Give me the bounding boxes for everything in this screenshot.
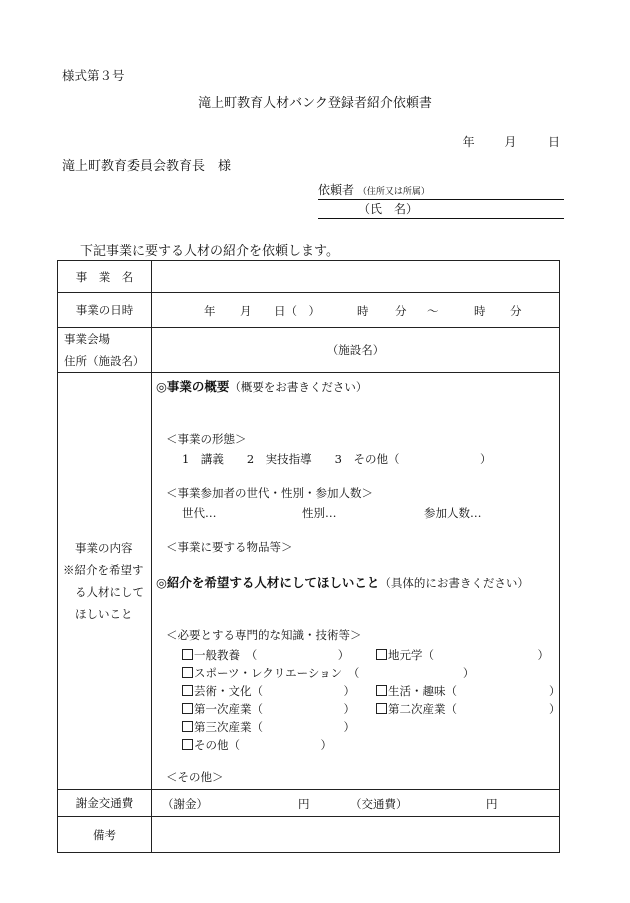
row-event-datetime xyxy=(58,293,560,328)
checkbox[interactable] xyxy=(182,721,193,732)
fee-input[interactable] xyxy=(152,790,560,817)
skill-sports-label: スポーツ・レクリエーション （ ） xyxy=(194,666,475,680)
event-name-label: 事 業 名 xyxy=(58,261,152,293)
row-event-name xyxy=(58,261,560,293)
skill-primary[interactable] xyxy=(182,701,355,717)
content-label-line1: 事業の内容 xyxy=(75,541,133,555)
dt-tilde: 〜 xyxy=(427,304,439,318)
requester-note: （住所又は所属） xyxy=(357,187,430,197)
dt-day: 日（ ） xyxy=(274,304,320,318)
checkbox[interactable] xyxy=(182,649,193,660)
skill-sports[interactable] xyxy=(182,665,474,681)
count-field: 参加人数… xyxy=(424,506,482,520)
requester-label: 依頼者 xyxy=(318,183,355,197)
venue-facility: （施設名） xyxy=(326,343,385,357)
skill-arts-label: 芸術・文化（ ） xyxy=(194,684,355,698)
skill-general-label: 一般教養 （ ） xyxy=(194,648,350,662)
skill-local-label: 地元学（ ） xyxy=(388,648,549,662)
form-heading: ＜事業の形態＞ xyxy=(166,432,247,446)
date-month: 月 xyxy=(504,135,517,149)
skill-other-label: その他（ ） xyxy=(194,738,332,752)
requester-field[interactable] xyxy=(318,181,564,200)
request-form-table xyxy=(57,260,560,853)
content-input[interactable] xyxy=(152,373,560,790)
remarks-input[interactable] xyxy=(152,817,560,853)
skill-general[interactable] xyxy=(182,647,349,663)
skill-secondary-label: 第二次産業（ ） xyxy=(388,702,561,716)
dt-hour-end: 時 xyxy=(474,304,486,318)
checkbox[interactable] xyxy=(182,703,193,714)
checkbox[interactable] xyxy=(182,685,193,696)
fee-transport-yen: 円 xyxy=(486,797,498,811)
items-heading: ＜事業に要する物品等＞ xyxy=(166,540,293,554)
other-heading: ＜その他＞ xyxy=(166,770,224,784)
checkbox[interactable] xyxy=(376,703,387,714)
checkbox[interactable] xyxy=(182,739,193,750)
skill-secondary[interactable] xyxy=(376,701,561,717)
document-title: 滝上町教育人材バンク登録者紹介依頼書 xyxy=(198,96,432,111)
intro-text: 下記事業に要する人材の紹介を依頼します。 xyxy=(80,244,339,259)
skills-heading: ＜必要とする専門的な知識・技術等＞ xyxy=(166,628,362,642)
content-label-line2: ※紹介を希望す xyxy=(63,563,144,577)
overview-heading-text: ◎事業の概要 xyxy=(156,379,230,394)
name-field[interactable] xyxy=(318,200,564,219)
date-year: 年 xyxy=(462,135,475,149)
skill-life[interactable] xyxy=(376,683,561,699)
checkbox[interactable] xyxy=(376,685,387,696)
dt-min-start: 分 xyxy=(395,304,407,318)
checkbox[interactable] xyxy=(376,649,387,660)
skill-life-label: 生活・趣味（ ） xyxy=(388,684,561,698)
row-remarks xyxy=(58,817,560,853)
gender-field: 性別… xyxy=(302,506,337,520)
venue-label-line2: 住所（施設名） xyxy=(64,354,145,368)
skill-local[interactable] xyxy=(376,647,549,663)
content-label-line4: ほしいこと xyxy=(75,607,133,621)
generation-field: 世代… xyxy=(182,506,217,520)
addressee: 滝上町教育委員会教育長 様 xyxy=(62,159,232,174)
fee-reward-yen: 円 xyxy=(298,797,310,811)
dt-year: 年 xyxy=(204,304,216,318)
fee-reward-label: （謝金） xyxy=(162,797,208,811)
content-label-line3: る人材にして xyxy=(75,585,144,599)
content-label xyxy=(58,373,152,790)
wish-heading-text: ◎紹介を希望する人材にしてほしいこと xyxy=(156,575,380,590)
fee-transport-label: （交通費） xyxy=(350,797,408,811)
overview-heading xyxy=(156,377,367,395)
row-fee xyxy=(58,790,560,817)
skill-arts[interactable] xyxy=(182,683,355,699)
skill-tertiary-label: 第三次産業（ ） xyxy=(194,720,355,734)
checkbox[interactable] xyxy=(182,667,193,678)
row-venue xyxy=(58,328,560,373)
wish-note: （具体的にお書きください） xyxy=(379,576,529,590)
form-options: 1 講義 2 実技指導 3 その他（ ） xyxy=(182,452,492,466)
skill-primary-label: 第一次産業（ ） xyxy=(194,702,355,716)
overview-note: （概要をお書きください） xyxy=(229,380,368,394)
dt-hour-start: 時 xyxy=(357,304,369,318)
row-content xyxy=(58,373,560,790)
wish-heading xyxy=(156,573,529,591)
form-number: 様式第３号 xyxy=(62,68,125,83)
remarks-label: 備考 xyxy=(58,817,152,853)
skill-tertiary[interactable] xyxy=(182,719,355,735)
date-day: 日 xyxy=(547,135,560,149)
dt-month: 月 xyxy=(240,304,252,318)
fee-label: 謝金交通費 xyxy=(58,790,152,817)
event-datetime-input[interactable] xyxy=(152,293,560,328)
date-line xyxy=(463,133,560,150)
skill-other[interactable] xyxy=(182,737,332,753)
event-name-input[interactable] xyxy=(152,261,560,293)
dt-min-end: 分 xyxy=(510,304,522,318)
event-datetime-label: 事業の日時 xyxy=(58,293,152,328)
venue-label-line1: 事業会場 xyxy=(64,332,110,346)
name-label: （氏 名） xyxy=(358,202,419,216)
venue-input[interactable] xyxy=(152,328,560,373)
participants-heading: ＜事業参加者の世代・性別・参加人数＞ xyxy=(166,486,373,500)
venue-label xyxy=(58,328,152,373)
